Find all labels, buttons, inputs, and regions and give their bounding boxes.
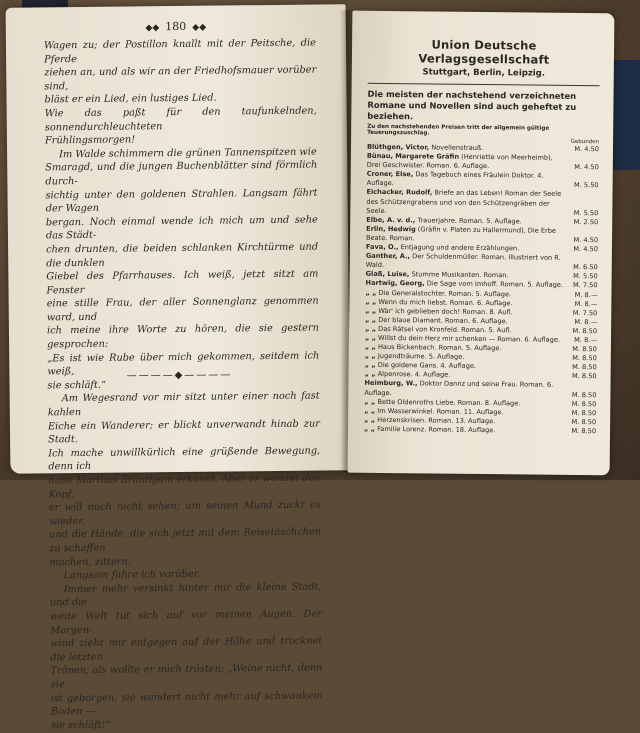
entry-author: „ „ [364, 415, 376, 424]
entry-author: „ „ [364, 351, 376, 361]
entry-price: M. 8.50 [571, 408, 597, 417]
text-line: machen, zittern. [49, 556, 131, 568]
entry-author: Heimburg, W., [364, 379, 418, 388]
entry-title: Im Wasserwinkel. Roman. 11. Auflage. [375, 406, 504, 416]
text-line: Im Walde schimmern die grünen Tannenspitzen wie [59, 146, 317, 160]
text-line: eine stille Frau, der aller Sonnenglanz genommen ward, und [46, 295, 319, 324]
right-book-page [348, 11, 615, 476]
entry-price: M. 4.50 [573, 235, 599, 245]
price-column-heading: Gebunden [570, 138, 600, 146]
entry-title: Doktor Dannz und seine Frau. Roman. 6. Auflage. [364, 379, 554, 397]
entry-author: „ „ [364, 370, 376, 379]
entry-author: Erlin, Hedwig [366, 224, 416, 234]
entry-price: M. 4.50 [573, 244, 598, 254]
divider [368, 83, 600, 86]
entry-title: Alpenrose. 4. Auflage. [375, 370, 451, 380]
entry-title: Das Rätsel von Kronfeld. Roman. 5. Aufl. [376, 324, 512, 335]
entry-author: Elbe, A. v. d., [366, 215, 416, 225]
entry-price: M. 8.50 [572, 363, 597, 372]
price-note: Zu den nachstehenden Preisen tritt der allgemein gültige Teuerungszuschlag. [367, 123, 550, 137]
publisher-places: Stuttgart, Berlin, Leipzig. [422, 67, 546, 79]
entry-author: Hartwig, Georg, [365, 279, 425, 288]
text-line: Frühlingsmorgen! [44, 134, 136, 147]
entry-author: Croner, Else, [366, 170, 414, 179]
ornament-icon: ◆◆ [192, 22, 207, 33]
entry-author: Ganther, A., [365, 251, 411, 261]
catalog-entry [364, 425, 596, 437]
entry-author: Blüthgen, Victor, [366, 142, 430, 152]
text-line: er will mich nicht sehen; um seinen Mund zuckt es wieder, [48, 499, 321, 528]
entry-price: M. 8.50 [571, 390, 597, 399]
entry-author: „ „ [364, 342, 376, 351]
entry-title: Bette Oldenroths Liebe. Roman. 8. Auflage. [375, 397, 521, 408]
text-line: wind zieht mir entgegen auf der Höhe und trocknet die letzten [50, 635, 323, 664]
entry-title: (Henriette von Meerheimb), Drei Geschwister. Roman. 6. Auflage. [366, 152, 553, 171]
entry-price: M. 8.50 [572, 345, 597, 354]
text-line: weite Welt tut sich auf vor meinen Augen. Der Morgen- [49, 608, 322, 636]
text-line: Immer mehr versinkt hinter mir die kleine Stadt, und die [49, 581, 322, 609]
text-line: Smaragd, und die jungen Buchenblätter sind förmlich durch- [45, 159, 318, 188]
text-line: ist geborgen, sie wandert nicht mehr auf schwankem Boden — [50, 690, 323, 718]
entry-title: Entjagung und andere Erzählungen. [398, 243, 520, 253]
entry-title: Jugendträume. 5. Auflage. [375, 352, 465, 361]
end-ornament: ————◆———— [126, 369, 233, 382]
entry-price: M. 8.50 [572, 326, 598, 336]
catalog-entry [367, 152, 599, 173]
entry-price: M. 4.50 [574, 163, 599, 172]
text-line: sie schläft.“ [47, 379, 107, 392]
entry-title: Der Schuldenmüller. Roman. Illustriert von R. Wald. [365, 252, 561, 270]
text-line: Tränen, als wollte er mich trösten: „Weine nicht, denn sie [50, 662, 323, 691]
entry-title: Herzenskrisen. Roman. 13. Auflage. [375, 415, 496, 425]
entry-price: M. 7.50 [572, 281, 598, 290]
entry-price: M. 8.50 [572, 372, 597, 381]
text-line: chen drunten, die beiden schlanken Kirchtürme und die dunklen [46, 241, 319, 269]
text-line: sie schläft!“ [51, 719, 111, 732]
text-line: bergan. Noch einmal wende ich mich um und sehe das Städt- [45, 214, 318, 242]
entry-author: Glaß, Luise, [365, 270, 410, 279]
text-line: habe Marthas Bräutigam erkannt. Aber er wendet den Kopf, [48, 472, 321, 500]
catalog-intro: Die meisten der nachstehend verzeichneten Romane und Novellen sind auch geheftet zu beziehen. [367, 88, 577, 122]
entry-title: Stumme Musikanten. Roman. [409, 270, 509, 280]
entry-title: Wenn du mich liebst. Roman. 6. Auflage. [376, 297, 513, 307]
entry-author: „ „ [364, 361, 376, 370]
text-line: „Es ist wie Rube über mich gekommen, seitdem ich weiß, [47, 350, 320, 378]
text-line: bläst er ein Lied, ein lustiges Lied. [44, 92, 217, 106]
catalog-block [364, 37, 600, 436]
entry-price: M. 4.50 [574, 144, 600, 154]
entry-author: Fava, O., [365, 242, 399, 252]
entry-price: M. 8.— [574, 335, 598, 345]
entry-author: „ „ [364, 406, 376, 415]
publisher-heading: Union Deutsche Verlagsgesellschaft [418, 37, 550, 67]
entry-price: M. 5.50 [573, 208, 599, 217]
entry-title: Novellenstrauß. [429, 143, 484, 153]
text-line: Ich mache unwillkürlich eine grüßende Bewegung, denn ich [48, 445, 321, 473]
entry-price: M. 8.— [574, 299, 598, 308]
entry-title: Willst du dein Herz mir schenken — Roman. 6. Auflage. [375, 333, 561, 344]
text-line: Eiche ein Wanderer; er blickt unverwandt hinab zur Stadt. [47, 418, 320, 446]
entry-author: Bünau, Margarete Gräfin [366, 151, 460, 161]
entry-price: M. 5.50 [574, 181, 599, 190]
text-line: Wagen zu; der Postillon knallt mit der Peitsche, die Pferde [43, 37, 317, 65]
catalog-entry [366, 225, 598, 246]
entry-author: „ „ [364, 424, 376, 433]
entry-title: Haus Bickenbach. Roman. 5. Auflage. [375, 342, 502, 353]
entry-price: M. 8.50 [571, 426, 597, 436]
entry-title: Das Tagebuch eines Fräulein Doktor. 4. Auflage. [366, 170, 544, 188]
entry-price: M. 8.— [574, 290, 598, 299]
text-line: sichtig unter den goldenen Strahlen. Langsam fährt der Wagen [45, 187, 318, 215]
text-line: und die Hände, die sich jetzt mit dem Reisetäschchen zu schaffen [49, 526, 322, 555]
entry-price: M. 7.50 [572, 308, 598, 317]
catalog-entry [366, 188, 598, 218]
entry-author: „ „ [365, 288, 377, 297]
text-line: Wie das paßt für den taufunkelnden, sonnendurchleuchteten [44, 105, 317, 133]
entry-price: M. 8.— [574, 317, 598, 327]
entry-author: „ „ [365, 315, 377, 324]
entry-author: „ „ [365, 297, 377, 306]
text-line: Langsam fahre ich vorüber. [63, 568, 201, 582]
entry-author: Eichacker, Rudolf, [366, 188, 433, 197]
entry-title: Familie Lorenz. Roman. 18. Auflage. [374, 424, 496, 435]
entry-price: M. 6.50 [573, 263, 598, 272]
entry-author: „ „ [365, 306, 377, 315]
catalog-entry [367, 170, 599, 191]
page-number: ◆◆ 180 ◆◆ [145, 19, 207, 34]
catalog-entries [364, 143, 599, 436]
entry-title: Trauerjahre. Roman. 5. Auflage. [415, 216, 522, 226]
left-page-text [44, 37, 323, 733]
entry-price: M. 8.50 [572, 354, 597, 363]
text-line: ziehen an, und als wir an der Friedhofsmauer vorüber sind, [44, 64, 317, 93]
entry-title: Der blaue Diamant. Roman. 6. Auflage. [376, 315, 508, 326]
entry-title: Die Sage vom Imhoff. Roman. 5. Auflage. [424, 279, 564, 290]
entry-title: Die Generalstochter. Roman. 5. Auflage. [376, 288, 512, 298]
entry-price: M. 8.50 [571, 399, 597, 408]
entry-title: Briefe an das Leben! Roman der Seele des Schützengrabens und von den Schützengräben der Seele. [366, 188, 562, 215]
entry-author: „ „ [364, 397, 376, 406]
entry-author: „ „ [365, 324, 377, 333]
entry-title: Die goldene Gans. 4. Auflage. [375, 361, 477, 371]
text-line: Am Wegesrand vor mir sitzt unter einer noch fast kahlen [47, 390, 320, 419]
catalog-entry [364, 379, 596, 400]
entry-title: Wär' ich geblieben doch! Roman. 8. Aufl. [376, 306, 513, 317]
entry-title: (Gräfin v. Platen zu Hallermund), Die Erbe Beate. Roman. [366, 225, 557, 243]
text-line: ich meine ihre Worte zu hören, die sie gestern gesprochen: [46, 322, 320, 351]
entry-author: „ „ [364, 333, 377, 342]
ornament-icon: ◆◆ [145, 23, 160, 34]
catalog-entry [366, 252, 598, 273]
entry-price: M. 2.50 [573, 217, 599, 226]
entry-price: M. 8.50 [571, 417, 597, 427]
text-line: Giebel des Pfarrhauses. Ich weiß, jetzt sitzt am Fenster [46, 268, 319, 297]
entry-price: M. 5.50 [573, 272, 598, 281]
left-book-page [6, 4, 351, 732]
